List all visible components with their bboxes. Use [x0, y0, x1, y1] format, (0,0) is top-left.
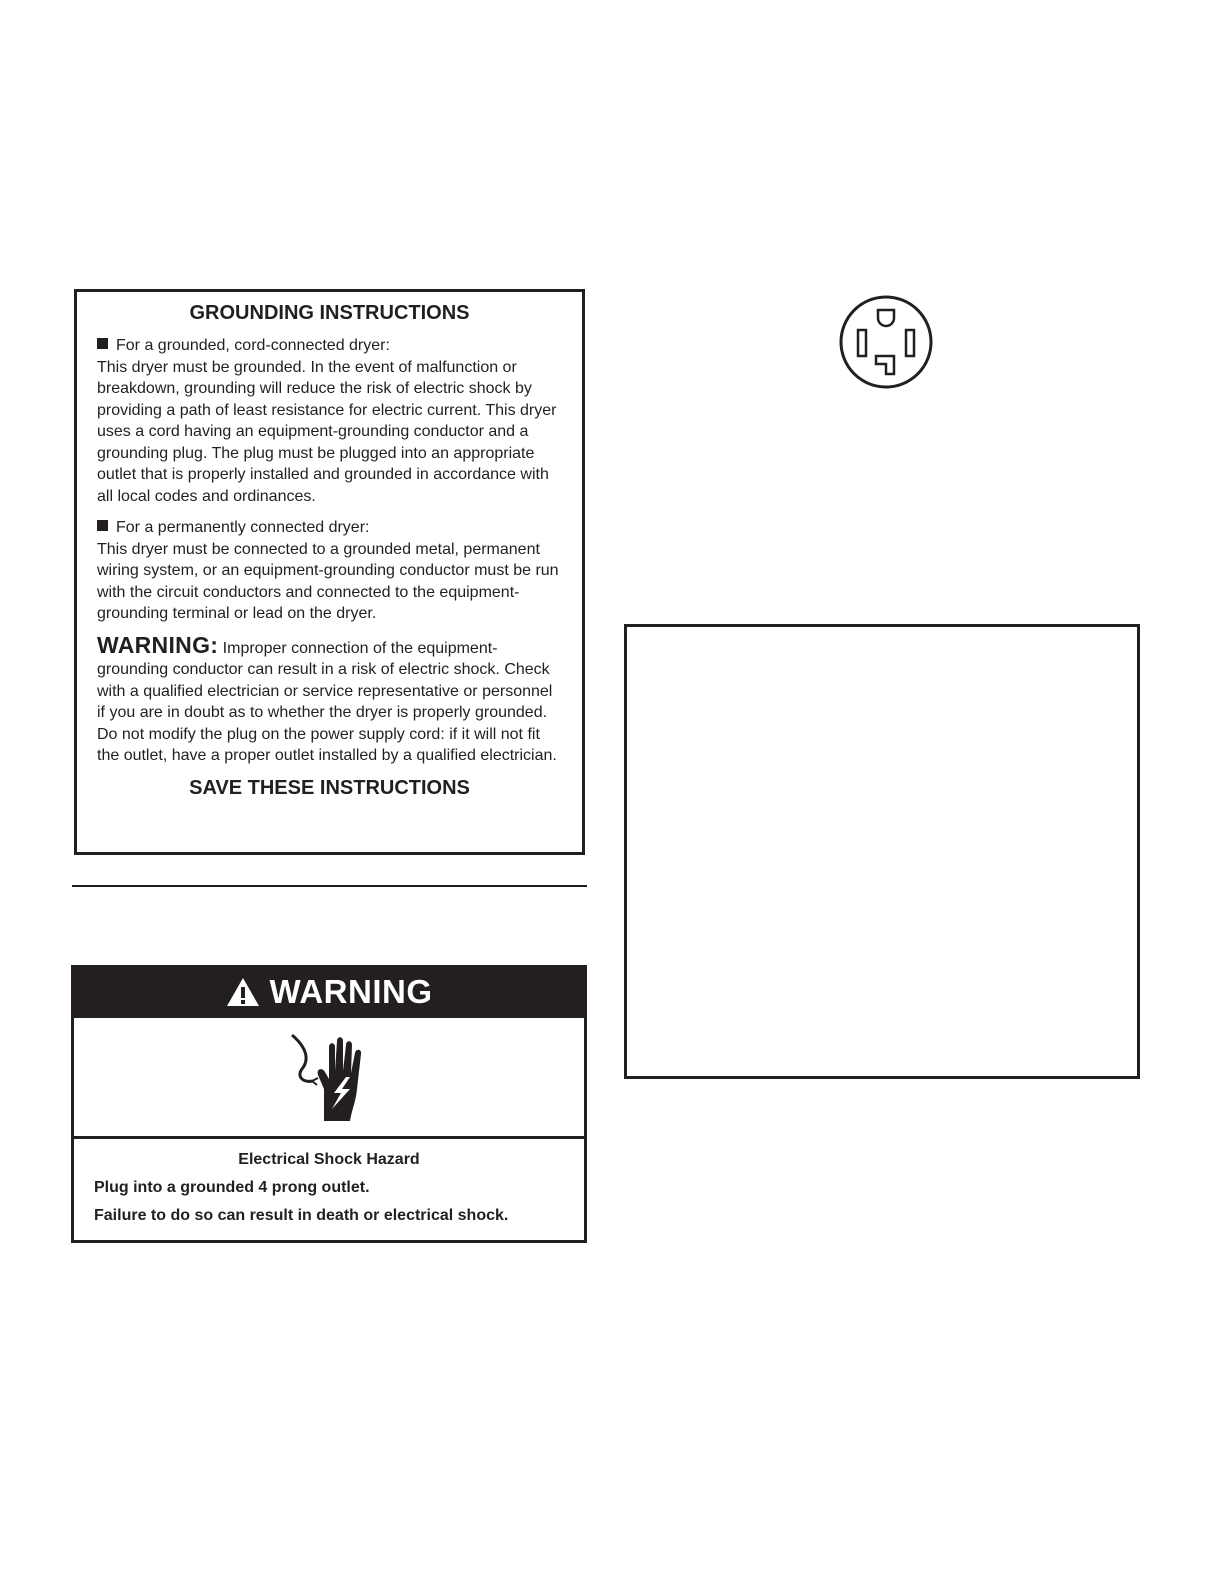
shock-warning-panel — [71, 965, 587, 1243]
warning-label: WARNING: — [97, 631, 219, 658]
warning-body: Improper connection of the equipment-grounding conductor can result in a risk of electric shock. Check with a qualified electrician or service representative or personnel if you are in doubt as to whether the dryer is properly grounded. Do not modify the plug on the power supply cord: if it will not fit the outlet, have a proper outlet installed by a qualified electrician. — [97, 639, 557, 764]
permanent-connection-heading: For a permanently connected dryer: — [116, 519, 370, 536]
warning-triangle-icon — [226, 977, 260, 1007]
permanent-connection-section — [97, 517, 562, 625]
warning-header-text: WARNING — [269, 973, 433, 1010]
warning-graphic — [74, 1016, 584, 1139]
warning-header — [74, 968, 584, 1016]
cord-connected-heading: For a grounded, cord-connected dryer: — [116, 337, 390, 354]
cord-connected-body: This dryer must be grounded. In the event of malfunction or breakdown, grounding will reduce the risk of electric shock by providing a path of least resistance for electric current. This dryer uses a cord having an equipment-grounding conductor and a grounding plug. The plug must be plugged into an appropriate outlet that is properly installed and grounded in accordance with all local codes and ordinances. — [97, 358, 557, 505]
electric-shock-hand-icon — [284, 1029, 374, 1125]
warning-consequence: Failure to do so can result in death or electrical shock. — [94, 1207, 509, 1224]
section-divider — [72, 885, 587, 887]
permanent-connection-body: This dryer must be connected to a grounded metal, permanent wiring system, or an equipment-grounding conductor must be run with the circuit conductors and connected to the equipment-grounding terminal or lead on the dryer. — [97, 540, 559, 622]
grounding-title: GROUNDING INSTRUCTIONS — [189, 302, 470, 324]
grounding-warning — [97, 631, 562, 767]
hazard-title: Electrical Shock Hazard — [238, 1151, 420, 1168]
save-instructions: SAVE THESE INSTRUCTIONS — [189, 776, 470, 799]
blank-box — [624, 624, 1140, 1079]
square-bullet-icon — [97, 520, 108, 531]
warning-instruction: Plug into a grounded 4 prong outlet. — [94, 1179, 370, 1196]
4-prong-outlet-icon — [838, 294, 934, 390]
square-bullet-icon — [97, 338, 108, 349]
cord-connected-section — [97, 335, 562, 507]
warning-text — [74, 1139, 584, 1225]
grounding-instructions-box — [74, 289, 585, 855]
